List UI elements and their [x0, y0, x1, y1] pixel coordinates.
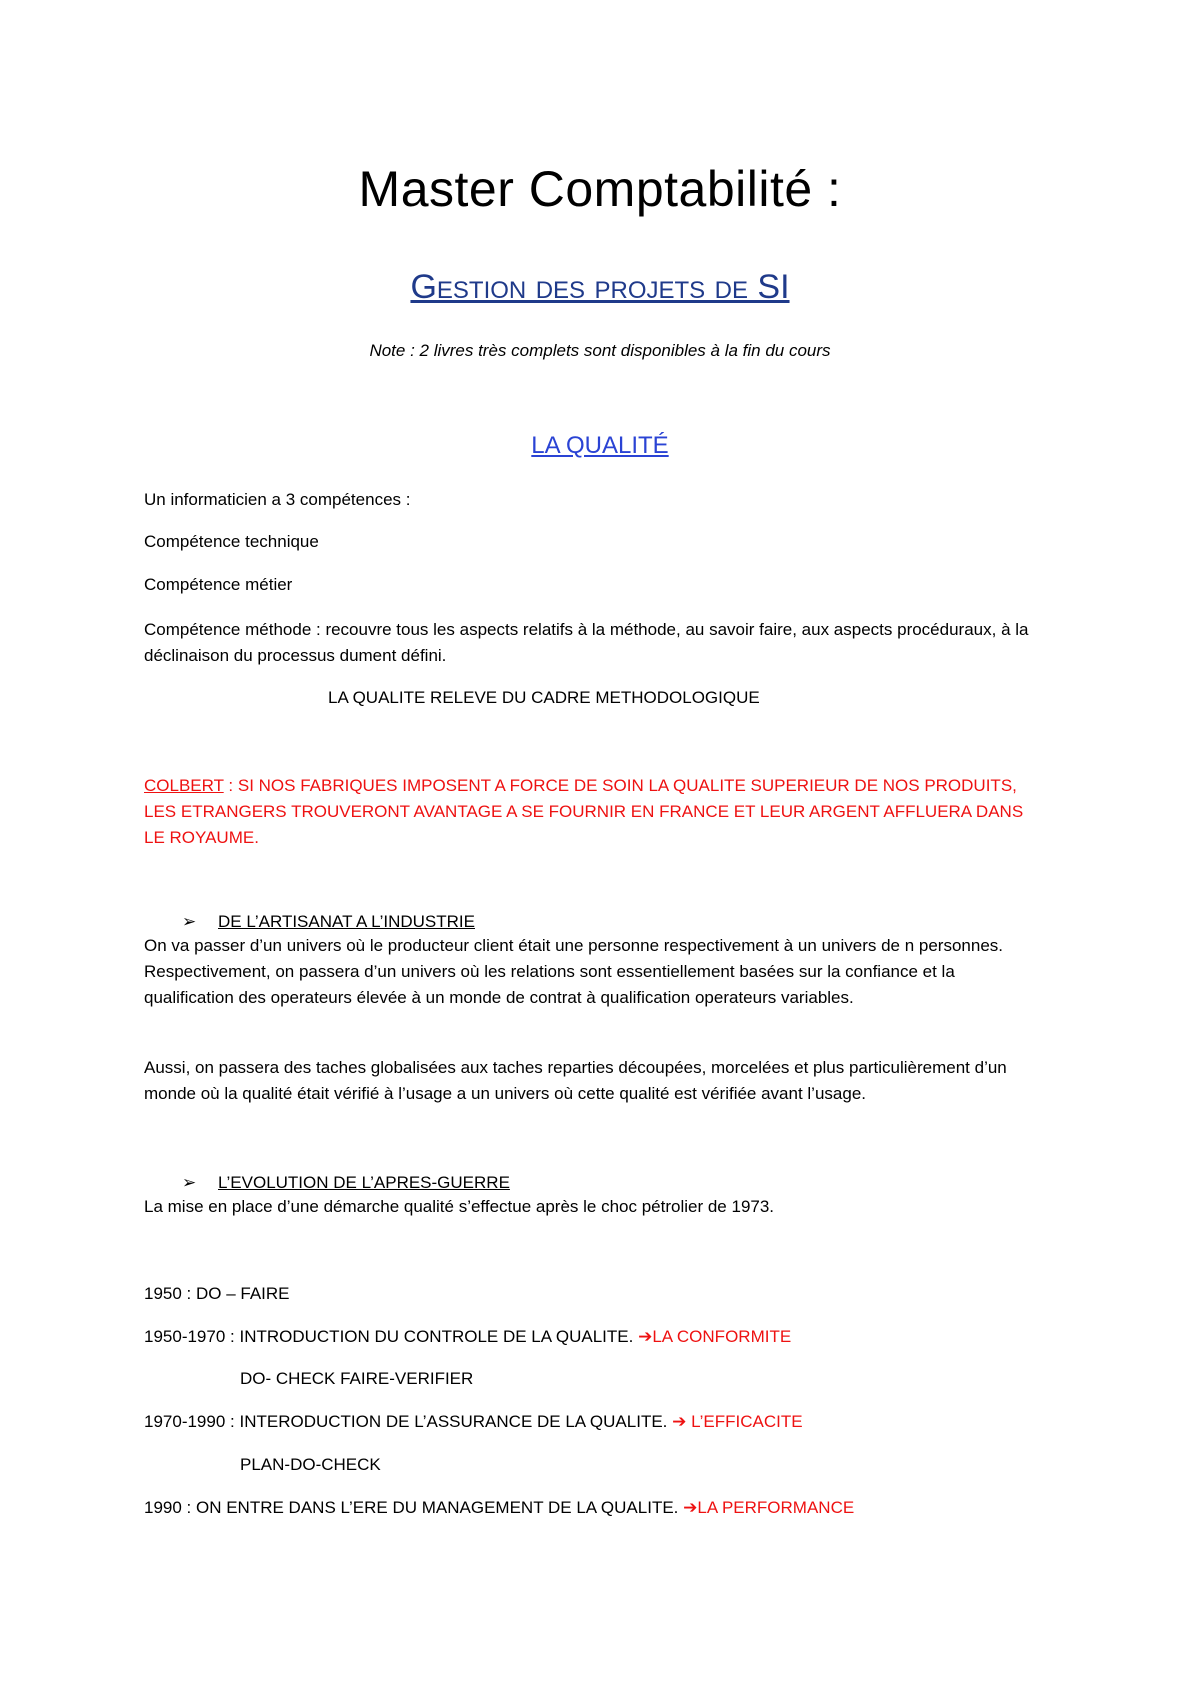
- timeline-result: L’EFFICACITE: [691, 1412, 803, 1431]
- bullet-1-paragraph-2: Aussi, on passera des taches globalisées aux taches reparties découpées, morcelées et plus particulièrement d’un monde où la qualité était vérifié à l’usage a un univers où cette qualité est vérifiée avant l’usage.: [144, 1058, 1007, 1103]
- timeline-text: 1950-1970 : INTRODUCTION DU CONTROLE DE LA QUALITE.: [144, 1327, 639, 1346]
- section-title: LA QUALITÉ: [531, 432, 669, 459]
- timeline-result: LA CONFORMITE: [652, 1327, 792, 1346]
- bullet-2-title: L’EVOLUTION DE L’APRES-GUERRE: [218, 1173, 510, 1192]
- competence-technique: Compétence technique: [144, 532, 319, 551]
- timeline-1970-1990: [144, 1412, 803, 1432]
- bullet-1-title: DE L’ARTISANAT A L’INDUSTRIE: [218, 912, 475, 931]
- bullet-arrow-icon: ➢: [182, 1173, 197, 1192]
- bullet-2-paragraph-1: La mise en place d’une démarche qualité s’effectue après le choc pétrolier de 1973.: [144, 1197, 775, 1216]
- quote-author: COLBERT: [144, 776, 224, 795]
- bullet-arrow-icon: ➢: [182, 912, 197, 931]
- quote-text: : SI NOS FABRIQUES IMPOSENT A FORCE DE SOIN LA QUALITE SUPERIEUR DE NOS PRODUITS, LES ETRANGERS TROUVERONT AVANTAGE A SE FOURNIR EN FRANCE ET LEUR ARGENT AFFLUERA DANS LE ROYAUME.: [144, 776, 1024, 847]
- timeline-text: 1970-1990 : INTERODUCTION DE L’ASSURANCE DE LA QUALITE.: [144, 1412, 673, 1431]
- note-text: Note : 2 livres très complets sont disponibles à la fin du cours: [369, 341, 831, 360]
- quality-statement: LA QUALITE RELEVE DU CADRE METHODOLOGIQUE: [328, 688, 760, 707]
- timeline-1990: [144, 1498, 854, 1518]
- arrow-right-icon: ➔: [683, 1498, 698, 1517]
- document-subtitle: Gestion des projets de SI: [410, 268, 790, 306]
- timeline-text: 1990 : ON ENTRE DANS L’ERE DU MANAGEMENT DE LA QUALITE.: [144, 1498, 684, 1517]
- timeline-1950: 1950 : DO – FAIRE: [144, 1284, 290, 1303]
- bullet-1-paragraph-1: On va passer d’un univers où le producteur client était une personne respectivement à un univers de n personnes. Respectivement, on passera d’un univers où les relations sont essentiellement basées sur la confiance et la qualification des operateurs élevée à un monde de contrat à qualification operateurs variables.: [144, 936, 1004, 1007]
- intro-text: Un informaticien a 3 compétences :: [144, 490, 411, 509]
- competence-methode: Compétence méthode : recouvre tous les aspects relatifs à la méthode, au savoir faire, aux aspects procéduraux, à la déclinaison du processus dument défini.: [144, 620, 1029, 665]
- document-title: Master Comptabilité :: [358, 161, 842, 217]
- colbert-quote: [144, 773, 1044, 851]
- timeline-1950-1970-sub: DO- CHECK FAIRE-VERIFIER: [240, 1369, 474, 1388]
- timeline-1950-1970: [144, 1327, 791, 1347]
- competence-metier: Compétence métier: [144, 575, 293, 594]
- timeline-result: LA PERFORMANCE: [697, 1498, 855, 1517]
- timeline-1970-1990-sub: PLAN-DO-CHECK: [240, 1455, 381, 1474]
- arrow-right-icon: ➔: [638, 1327, 653, 1346]
- arrow-right-icon: ➔: [672, 1412, 692, 1431]
